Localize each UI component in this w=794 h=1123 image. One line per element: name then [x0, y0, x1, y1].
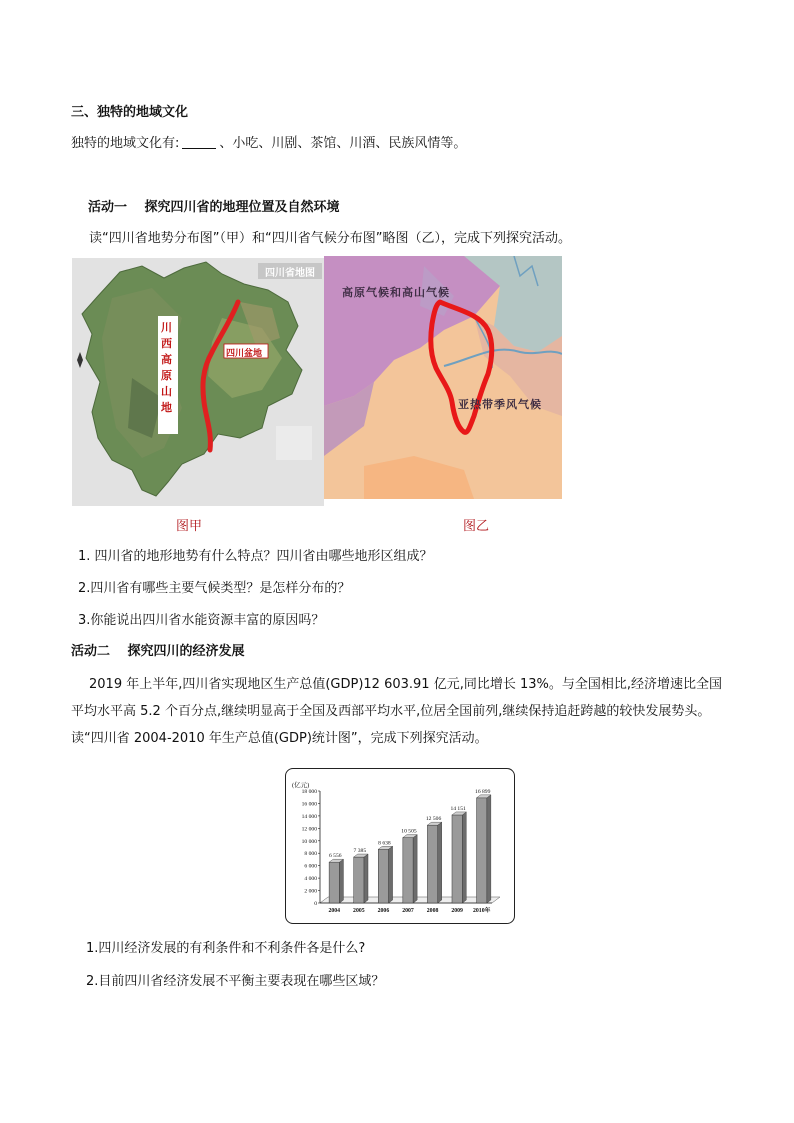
label-highland-climate: 高原气候和高山气候 [342, 286, 450, 299]
bar-side [364, 854, 368, 903]
x-tick-label: 2010年 [473, 908, 491, 914]
culture-sentence [71, 135, 466, 153]
y-tick-label: 8 000 [304, 851, 317, 858]
question-2-2: 2.目前四川省经济发展不平衡主要表现在哪些区域？ [86, 974, 385, 989]
terrain-map-title: 四川省地图 [265, 268, 315, 279]
terrain-map-graphic [72, 258, 324, 506]
sichuan-climate-map [324, 256, 562, 499]
bar-front [354, 857, 364, 903]
bar-value-label: 12 506 [425, 816, 442, 823]
y-tick-label: 4 000 [304, 876, 317, 883]
bar-front [329, 862, 339, 903]
y-tick-label: 14 000 [301, 813, 317, 820]
culture-sentence-end: 、小吃、川剧、茶馆、川酒、民族风情等。 [219, 136, 467, 151]
bar-front [452, 815, 462, 903]
bar-value-label: 8 638 [378, 840, 391, 847]
y-tick-label: 12 000 [301, 826, 317, 833]
caption-map-a: 图甲 [176, 519, 203, 534]
label-sichuan-basin: 四川盆地 [226, 349, 263, 359]
x-tick-label: 2007 [402, 908, 414, 914]
y-tick-label: 10 000 [301, 838, 317, 845]
bar-side [438, 822, 442, 903]
question-1-3: 3.你能说出四川省水能资源丰富的原因吗？ [78, 613, 325, 628]
bar-value-label: 16 899 [475, 788, 491, 795]
bar-side [413, 835, 417, 903]
x-tick-label: 2004 [328, 908, 341, 914]
bar-front [427, 825, 437, 903]
caption-map-b: 图乙 [463, 519, 490, 534]
x-tick-label: 2009 [451, 908, 463, 914]
activity1-intro: 读“四川省地势分布图”（甲）和“四川省气候分布图”略图（乙），完成下列探究活动。 [89, 231, 571, 246]
bar-value-label: 10 505 [401, 828, 417, 835]
x-tick-label: 2006 [377, 908, 390, 914]
bar-value-label: 6 556 [328, 853, 342, 860]
sichuan-terrain-map [72, 258, 324, 506]
activity2-paragraph: 2019 年上半年,四川省实现地区生产总值(GDP)12 603.91 亿元,同比增长 13%。与全国相比,经济增速比全国平均水平高 5.2 个百分点,继续明显高于全国及西部平均水平,位居全国前列,继续保持追赶跨越的较快发展势头。读“四川省 2004-2010 年生产总值(GDP)统计图”，完成下列探究活动。 [71, 677, 723, 746]
bar-value-label: 14 151 [450, 805, 466, 812]
label-western-plateau: 川西高原山地 [161, 321, 172, 414]
bar-side [339, 859, 343, 903]
bar-side [389, 846, 393, 903]
question-2-1: 1.四川经济发展的有利条件和不利条件各是什么? [86, 941, 366, 956]
question-1-2: 2.四川省有哪些主要气候类型？是怎样分布的？ [78, 581, 351, 596]
bar-front [477, 798, 487, 903]
label-subtropical-climate: 亚热带季风气候 [458, 398, 542, 411]
bar-value-label: 7 385 [353, 848, 367, 855]
y-axis-unit: (亿元) [292, 782, 310, 789]
y-tick-label: 0 [314, 901, 317, 907]
culture-sentence-start: 独特的地域文化有: [71, 136, 180, 151]
y-tick-label: 16 000 [301, 801, 317, 808]
y-tick-label: 18 000 [301, 789, 317, 795]
bar-side [462, 812, 466, 903]
activity1-title: 活动一 探究四川省的地理位置及自然环境 [88, 200, 340, 215]
gdp-chart [285, 768, 515, 924]
bar-front [378, 849, 388, 903]
bar-side [487, 795, 491, 903]
bar-front [403, 838, 413, 903]
y-tick-label: 6 000 [304, 863, 317, 870]
gdp-chart-plot [286, 769, 514, 923]
section3-title: 三、独特的地域文化 [71, 105, 189, 120]
x-tick-label: 2005 [353, 908, 365, 914]
fill-in-blank[interactable] [182, 136, 216, 149]
x-tick-label: 2008 [426, 908, 439, 914]
question-1-1: 1. 四川省的地形地势有什么特点？四川省由哪些地形区组成？ [78, 549, 433, 564]
y-tick-label: 2 000 [304, 888, 317, 895]
activity2-title: 活动二 探究四川的经济发展 [71, 644, 245, 659]
